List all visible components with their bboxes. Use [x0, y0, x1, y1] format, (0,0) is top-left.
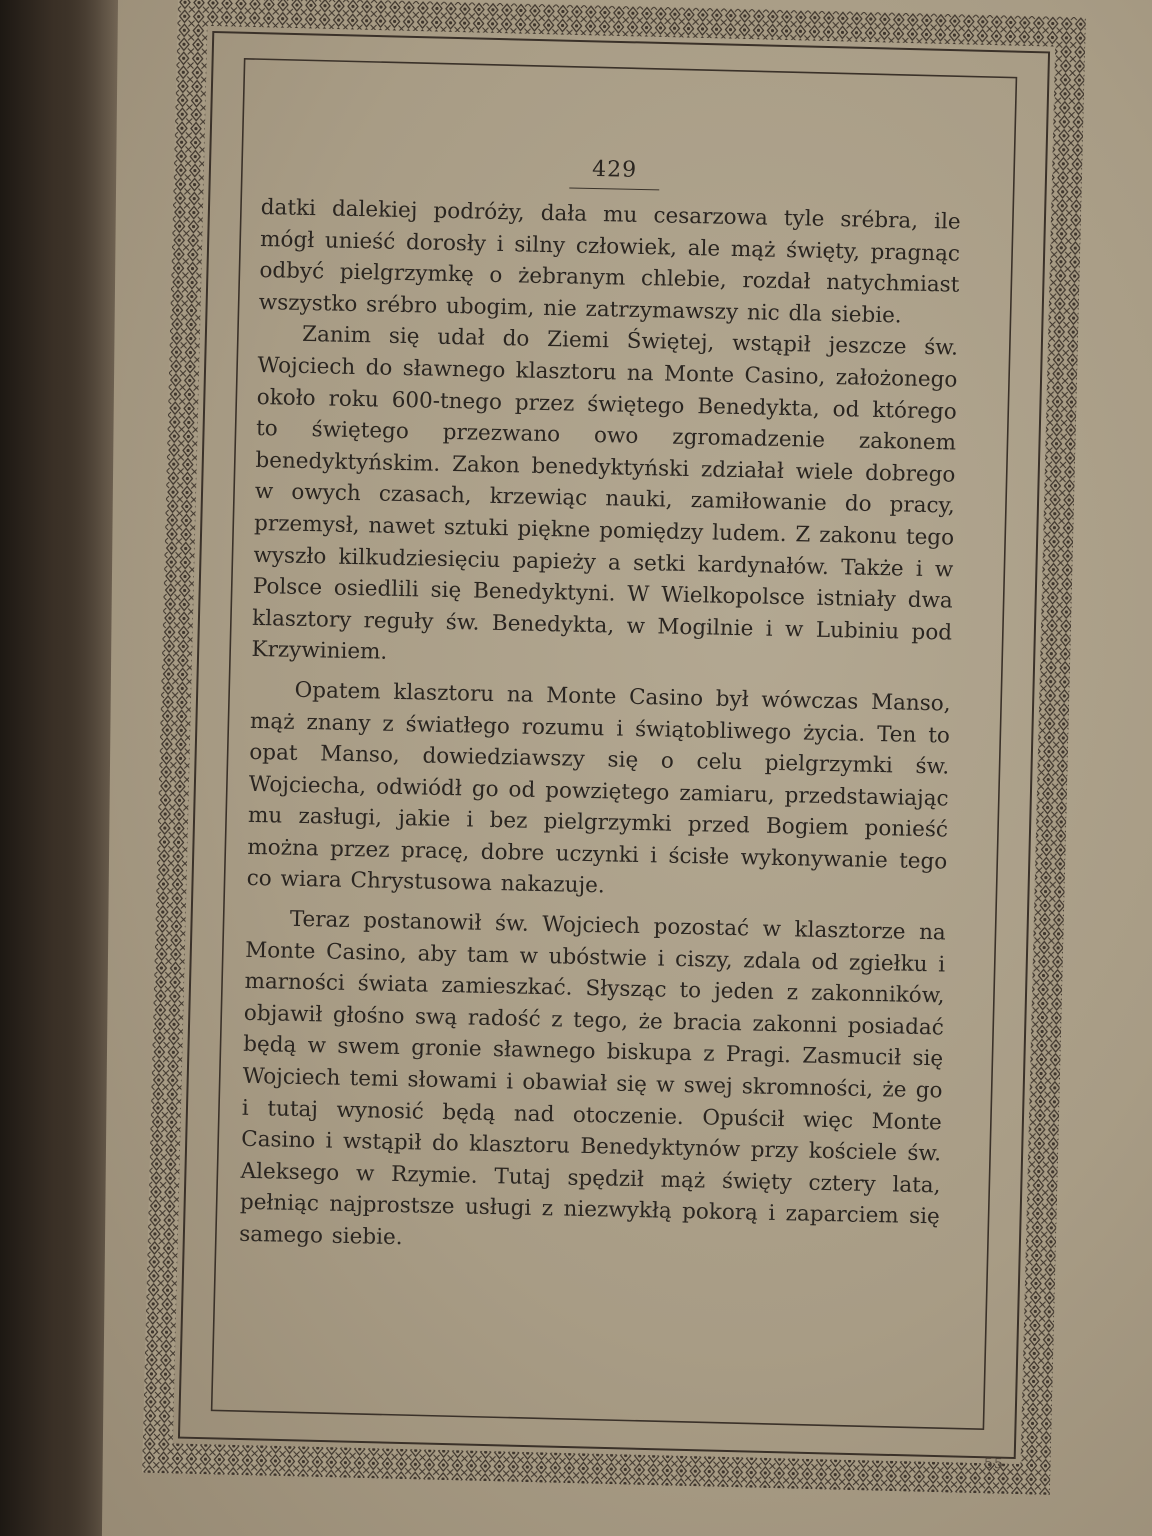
text-block	[237, 150, 962, 1364]
signature-mark: 55	[983, 1455, 1004, 1473]
paragraph-1: datki dalekiej podróży, dała mu cesarzowa tyle srébra, ile mógł unieść dorosły i silny człowiek, ale mąż święty, pragnąc odbyć pielgrzymkę o żebranym chlebie, rozdał natychmiast wszystko srébro ubogim, nie zatrzymawszy nic dla siebie.	[258, 194, 961, 329]
page-number: 429	[569, 156, 660, 190]
paragraph-2: Zanim się udał do Ziemi Świętej, wstąpił jeszcze św. Wojciech do sławnego klasztoru na Monte Casino, założonego około roku 600-tnego przez świętego Benedykta, od którego to świętego przezwano owo zgromadzenie zakonem benedyktyńskim. Zakon benedyktyński zdziałał wiele dobrego w owych czasach, krzewiąc nauki, zamiłowanie do pracy, przemysł, nawet sztuki piękne pomiędzy ludem. Z zakonu tego wyszło kilkudziesięciu papieży a setki kardynałów. Także i w Polsce osiedlili się Benedyktyni. W Wielkopolsce istniały dwa klasztory reguły św. Benedykta, w Mogilnie i w Lubiniu pod Krzywiniem.	[251, 322, 959, 666]
book-gutter-shadow	[0, 0, 120, 1536]
paragraph-3: Opatem klasztoru na Monte Casino był wówczas Manso, mąż znany z światłego rozumu i świątobliwego życia. Ten to opat Manso, dowiedziawszy się o celu pielgrzymki św. Wojciecha, odwiódł go od powziętego zamiaru, przedstawiając mu zasługi, jakie i bez pielgrzymki przed Bogiem ponieść można przez pracę, dobre uczynki i ścisłe wykonywanie tego co wiara Chrystusowa nakazuje.	[246, 677, 951, 899]
paragraph-4: Teraz postanowił św. Wojciech pozostać w klasztorze na Monte Casino, aby tam w ubóstwie i ciszy, zdala od zgiełku i marności świata zamieszkać. Słysząc to jeden z zakonników, objawił głośno swą radość z tego, że bracia zakonni posiadać będą w swem gronie sławnego biskupa z Pragi. Zasmucił się Wojciech temi słowami i obawiał się w swej skromności, że go i tutaj wynosić będą nad otoczenie. Opuścił więc Monte Casino i wstąpił do klasztoru Benedyktynów przy kościele św. Aleksego w Rzymie. Tutaj spędził mąż święty cztery lata, pełniąc najprostsze usługi z niezwykłą pokorą i zaparciem się samego siebie.	[239, 906, 947, 1251]
